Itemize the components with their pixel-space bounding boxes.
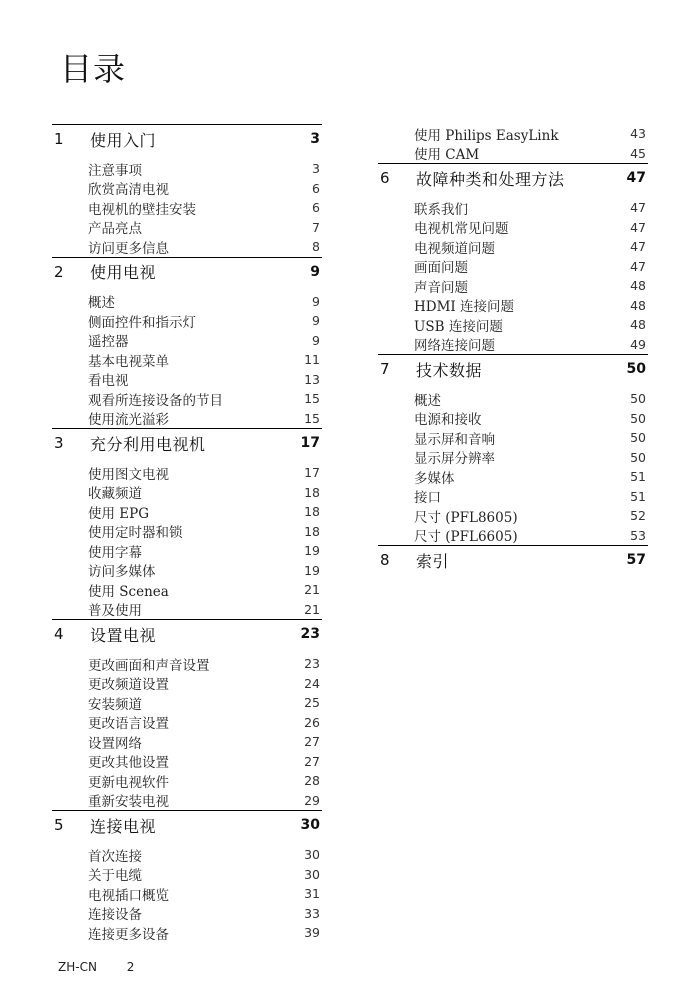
toc-entry-list xyxy=(52,286,322,429)
toc-entry[interactable] xyxy=(52,654,322,674)
toc-chapter xyxy=(378,163,648,354)
toc-entry[interactable] xyxy=(52,580,322,600)
toc-right-column xyxy=(378,124,648,574)
toc-entry[interactable] xyxy=(52,179,322,199)
toc-entry-title: 使用 EPG xyxy=(88,505,150,522)
toc-entry[interactable] xyxy=(52,693,322,713)
toc-chapter-heading[interactable] xyxy=(378,163,648,192)
toc-entry[interactable] xyxy=(52,713,322,733)
toc-entry-page: 45 xyxy=(630,145,646,161)
toc-entry[interactable] xyxy=(52,923,322,943)
toc-entry[interactable] xyxy=(52,463,322,483)
chapter-page: 9 xyxy=(310,263,320,280)
toc-entry[interactable] xyxy=(378,506,648,526)
toc-left-column xyxy=(52,124,322,943)
toc-entry-title: 产品亮点 xyxy=(88,221,142,238)
toc-entry-list xyxy=(378,383,648,545)
chapter-number: 6 xyxy=(380,169,390,187)
toc-entry[interactable] xyxy=(378,257,648,277)
toc-chapter-heading[interactable] xyxy=(378,354,648,383)
toc-entry-page: 13 xyxy=(304,371,320,387)
toc-entry-title: 概述 xyxy=(414,392,441,409)
chapter-number: 5 xyxy=(54,816,64,834)
toc-entry-title: 画面问题 xyxy=(414,260,468,277)
toc-entry-title: 注意事项 xyxy=(88,162,142,179)
toc-chapter-heading[interactable] xyxy=(52,810,322,839)
toc-entry-title: 使用流光溢彩 xyxy=(88,412,169,429)
toc-entry[interactable] xyxy=(378,428,648,448)
toc-entry[interactable] xyxy=(52,409,322,429)
toc-entry-page: 51 xyxy=(630,469,646,485)
chapter-number: 3 xyxy=(54,434,64,452)
toc-entry-title: 更改频道设置 xyxy=(88,677,169,694)
toc-entry[interactable] xyxy=(52,389,322,409)
toc-entry-title: 基本电视菜单 xyxy=(88,353,169,370)
toc-entry-page: 8 xyxy=(312,239,320,255)
toc-entry-list xyxy=(378,192,648,354)
toc-entry-page: 25 xyxy=(304,695,320,711)
toc-entry-page: 17 xyxy=(304,465,320,481)
page-footer xyxy=(58,960,160,974)
toc-entry-title: 首次连接 xyxy=(88,848,142,865)
toc-entry[interactable] xyxy=(52,791,322,811)
toc-chapter xyxy=(52,124,322,257)
toc-entry-title: 使用图文电视 xyxy=(88,466,169,483)
toc-entry-title: 电视频道问题 xyxy=(414,240,495,257)
toc-chapter xyxy=(52,619,322,810)
toc-entry-title: 使用字幕 xyxy=(88,544,142,561)
toc-entry-page: 21 xyxy=(304,601,320,617)
toc-entry-page: 27 xyxy=(304,753,320,769)
toc-entry[interactable] xyxy=(52,884,322,904)
toc-entry-title: 声音问题 xyxy=(414,279,468,296)
toc-entry[interactable] xyxy=(52,218,322,238)
toc-entry-page: 53 xyxy=(630,527,646,543)
toc-continued-entries xyxy=(378,124,648,163)
toc-entry-page: 47 xyxy=(630,239,646,255)
toc-entry[interactable] xyxy=(378,335,648,355)
toc-entry-page: 18 xyxy=(304,523,320,539)
chapter-number: 7 xyxy=(380,360,390,378)
toc-entry-title: 电视插口概览 xyxy=(88,887,169,904)
toc-entry-page: 19 xyxy=(304,543,320,559)
toc-entry-title: 安装频道 xyxy=(88,696,142,713)
toc-entry[interactable] xyxy=(52,865,322,885)
toc-entry[interactable] xyxy=(52,198,322,218)
toc-entry-page: 48 xyxy=(630,278,646,294)
chapter-page: 30 xyxy=(300,817,320,833)
toc-entry[interactable] xyxy=(378,144,648,164)
toc-entry-page: 47 xyxy=(630,200,646,216)
toc-entry-page: 6 xyxy=(312,200,320,216)
toc-entry[interactable] xyxy=(52,904,322,924)
toc-entry-page: 23 xyxy=(304,656,320,672)
chapter-page: 47 xyxy=(626,170,646,186)
toc-chapter xyxy=(52,810,322,943)
chapter-title: 充分利用电视机 xyxy=(90,434,206,454)
toc-entry-page: 50 xyxy=(630,430,646,446)
toc-entry-page: 21 xyxy=(304,582,320,598)
toc-entry[interactable] xyxy=(52,522,322,542)
toc-entry-title: 访问更多信息 xyxy=(88,240,169,257)
toc-entry-title: 接口 xyxy=(414,490,441,507)
toc-chapter-heading[interactable] xyxy=(52,124,322,153)
chapter-title: 使用电视 xyxy=(90,263,157,282)
toc-entry[interactable] xyxy=(378,218,648,238)
toc-entry-page: 49 xyxy=(630,336,646,352)
toc-entry[interactable] xyxy=(52,561,322,581)
chapter-title: 技术数据 xyxy=(416,360,483,380)
toc-entry-title: 显示屏和音响 xyxy=(414,431,495,448)
chapter-number: 8 xyxy=(380,551,390,569)
toc-chapter-heading[interactable] xyxy=(378,545,648,574)
toc-entry-title: 使用 Philips EasyLink xyxy=(414,127,559,144)
toc-entry-page: 9 xyxy=(312,332,320,348)
toc-entry[interactable] xyxy=(52,732,322,752)
toc-chapter xyxy=(52,428,322,619)
toc-entry[interactable] xyxy=(52,502,322,522)
toc-entry-page: 18 xyxy=(304,504,320,520)
toc-entry-page: 11 xyxy=(304,352,320,368)
toc-entry[interactable] xyxy=(52,845,322,865)
footer-page-number: 2 xyxy=(126,960,135,974)
toc-chapter xyxy=(378,354,648,545)
toc-entry-title: 使用定时器和锁 xyxy=(88,525,183,542)
toc-entry[interactable] xyxy=(52,159,322,179)
chapter-title: 设置电视 xyxy=(90,625,157,645)
toc-entry-page: 30 xyxy=(304,847,320,863)
toc-entry-title: 电源和接收 xyxy=(414,412,482,429)
toc-entry[interactable] xyxy=(52,483,322,503)
toc-entry-title: 收藏频道 xyxy=(88,486,142,503)
toc-entry-page: 33 xyxy=(304,905,320,921)
toc-entry[interactable] xyxy=(52,541,322,561)
toc-entry-list xyxy=(52,839,322,943)
toc-entry[interactable] xyxy=(52,370,322,390)
toc-entry[interactable] xyxy=(378,487,648,507)
toc-entry-page: 48 xyxy=(630,297,646,313)
toc-entry[interactable] xyxy=(378,315,648,335)
chapter-number: 1 xyxy=(54,130,64,148)
chapter-number: 4 xyxy=(54,625,64,643)
toc-entry-title: 更新电视软件 xyxy=(88,774,169,791)
toc-entry-page: 6 xyxy=(312,180,320,196)
toc-entry[interactable] xyxy=(378,409,648,429)
chapter-page: 57 xyxy=(626,552,646,568)
toc-entry-title: 电视机常见问题 xyxy=(414,221,509,238)
toc-entry[interactable] xyxy=(378,296,648,316)
toc-entry-title: 尺寸 (PFL8605) xyxy=(414,509,518,526)
toc-entry-page: 30 xyxy=(304,866,320,882)
toc-entry-page: 39 xyxy=(304,925,320,941)
toc-entry-page: 15 xyxy=(304,410,320,426)
toc-entry[interactable] xyxy=(52,237,322,257)
toc-entry-title: 看电视 xyxy=(88,373,129,390)
toc-entry-title: 遥控器 xyxy=(88,334,129,351)
toc-entry-title: USB 连接问题 xyxy=(414,318,503,335)
chapter-title: 索引 xyxy=(416,551,450,571)
toc-entry-page: 18 xyxy=(304,484,320,500)
toc-entry-page: 19 xyxy=(304,562,320,578)
toc-entry[interactable] xyxy=(52,674,322,694)
chapter-page: 17 xyxy=(300,435,320,451)
toc-entry-page: 9 xyxy=(312,313,320,329)
toc-entry-title: 概述 xyxy=(88,295,115,312)
toc-entry[interactable] xyxy=(52,752,322,772)
chapter-title: 连接电视 xyxy=(90,816,157,836)
toc-entry-list xyxy=(52,648,322,810)
toc-entry-page: 15 xyxy=(304,391,320,407)
chapter-page: 3 xyxy=(310,131,320,147)
toc-entry-title: 使用 Scenea xyxy=(88,583,169,600)
toc-entry[interactable] xyxy=(378,276,648,296)
toc-entry-title: 更改其他设置 xyxy=(88,755,169,772)
toc-entry[interactable] xyxy=(52,350,322,370)
toc-entry-page: 26 xyxy=(304,714,320,730)
toc-chapter-heading[interactable] xyxy=(52,428,322,457)
toc-entry-title: 欣赏高清电视 xyxy=(88,182,169,199)
toc-entry-title: 连接设备 xyxy=(88,907,142,924)
page-title: 目录 xyxy=(60,50,127,88)
toc-entry-title: 设置网络 xyxy=(88,735,142,752)
toc-entry-title: 关于电缆 xyxy=(88,868,142,885)
toc-entry-page: 47 xyxy=(630,219,646,235)
toc-entry-page: 50 xyxy=(630,391,646,407)
toc-entry[interactable] xyxy=(52,771,322,791)
toc-entry[interactable] xyxy=(378,448,648,468)
toc-entry-page: 50 xyxy=(630,410,646,426)
toc-entry[interactable] xyxy=(378,124,648,144)
toc-entry-page: 28 xyxy=(304,773,320,789)
toc-entry[interactable] xyxy=(378,389,648,409)
toc-entry-page: 50 xyxy=(630,449,646,465)
chapter-title: 故障种类和处理方法 xyxy=(416,169,565,189)
toc-entry-title: 观看所连接设备的节目 xyxy=(88,392,223,409)
toc-entry-page: 3 xyxy=(312,161,320,177)
toc-entry-page: 29 xyxy=(304,792,320,808)
toc-entry-page: 43 xyxy=(630,126,646,142)
toc-entry-title: 显示屏分辨率 xyxy=(414,451,495,468)
chapter-page: 50 xyxy=(626,361,646,377)
toc-entry-title: 访问多媒体 xyxy=(88,564,156,581)
toc-entry[interactable] xyxy=(378,526,648,546)
toc-entry[interactable] xyxy=(52,311,322,331)
toc-entry-title: 电视机的壁挂安装 xyxy=(88,201,196,218)
toc-entry[interactable] xyxy=(378,467,648,487)
toc-entry-title: 更改画面和声音设置 xyxy=(88,657,210,674)
toc-chapter-heading[interactable] xyxy=(52,619,322,648)
toc-entry-title: 尺寸 (PFL6605) xyxy=(414,529,518,546)
toc-entry-title: HDMI 连接问题 xyxy=(414,299,515,316)
chapter-title: 使用入门 xyxy=(90,130,157,150)
toc-entry-list xyxy=(52,153,322,257)
toc-entry-page: 51 xyxy=(630,488,646,504)
toc-entry-list xyxy=(52,457,322,619)
toc-entry-title: 连接更多设备 xyxy=(88,926,169,943)
toc-entry-title: 侧面控件和指示灯 xyxy=(88,314,196,331)
toc-entry-title: 多媒体 xyxy=(414,470,455,487)
toc-entry[interactable] xyxy=(378,198,648,218)
toc-chapter xyxy=(378,545,648,574)
toc-entry-title: 更改语言设置 xyxy=(88,716,169,733)
toc-entry[interactable] xyxy=(378,237,648,257)
toc-entry-title: 网络连接问题 xyxy=(414,338,495,355)
footer-language: ZH-CN xyxy=(58,960,97,974)
toc-entry[interactable] xyxy=(52,331,322,351)
toc-entry-page: 31 xyxy=(304,886,320,902)
toc-entry-title: 普及使用 xyxy=(88,603,142,620)
chapter-number: 2 xyxy=(54,262,64,281)
toc-entry-page: 27 xyxy=(304,734,320,750)
toc-entry-title: 联系我们 xyxy=(414,201,468,218)
toc-entry-title: 重新安装电视 xyxy=(88,794,169,811)
toc-entry[interactable] xyxy=(52,600,322,620)
toc-chapter-heading[interactable] xyxy=(52,257,322,286)
toc-chapter xyxy=(52,257,322,429)
toc-entry-title: 使用 CAM xyxy=(414,147,480,164)
toc-entry-page: 24 xyxy=(304,675,320,691)
chapter-page: 23 xyxy=(300,626,320,642)
toc-entry-page: 47 xyxy=(630,258,646,274)
toc-entry-page: 7 xyxy=(312,219,320,235)
toc-entry-page: 9 xyxy=(312,293,320,309)
toc-entry-page: 52 xyxy=(630,508,646,524)
toc-entry-page: 48 xyxy=(630,317,646,333)
toc-entry[interactable] xyxy=(52,292,322,312)
